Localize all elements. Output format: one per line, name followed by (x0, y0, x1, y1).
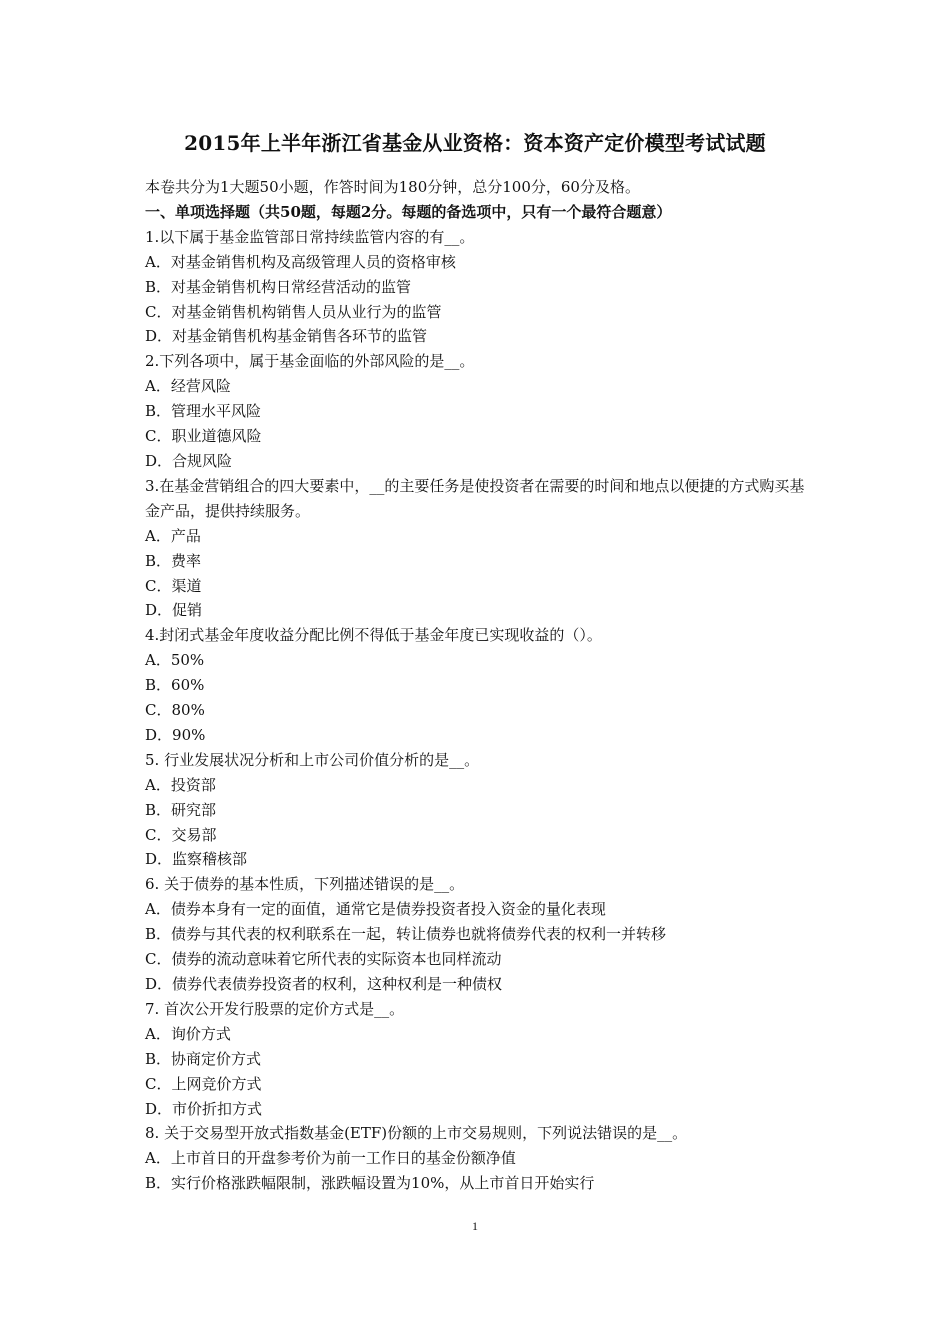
question-stem: 3.在基金营销组合的四大要素中，__的主要任务是使投资者在需要的时间和地点以便捷的方式购买基金产品，提供持续服务。 (145, 476, 805, 520)
question-option: D．监察稽核部 (145, 850, 248, 869)
question-stem: 1.以下属于基金监管部日常持续监管内容的有__。 (145, 227, 475, 246)
question-option: B．债券与其代表的权利联系在一起，转让债券也就将债券代表的权利一并转移 (145, 925, 667, 944)
question-option: B．协商定价方式 (145, 1049, 262, 1068)
page-number: 1 (472, 1219, 478, 1233)
question-option: D．市价折扣方式 (145, 1099, 263, 1118)
question-option: B．实行价格涨跌幅限制，涨跌幅设置为10%，从上市首日开始实行 (145, 1174, 595, 1193)
question-option: A．50% (145, 651, 205, 670)
question-option: B．管理水平风险 (145, 402, 262, 421)
question-option: A．对基金销售机构及高级管理人员的资格审核 (145, 252, 456, 271)
question-option: D．债券代表债券投资者的权利，这种权利是一种债权 (145, 975, 503, 993)
document-title: 2015年上半年浙江省基金从业资格：资本资产定价模型考试试题 (184, 131, 766, 155)
document-body (145, 175, 817, 1196)
section-heading: 一、单项选择题（共50题，每题2分。每题的备选项中，只有一个最符合题意） (145, 202, 672, 221)
question-option: C．对基金销售机构销售人员从业行为的监管 (145, 302, 442, 321)
question-option: C．债券的流动意味着它所代表的实际资本也同样流动 (145, 950, 502, 969)
question-option: D．90% (145, 725, 206, 744)
question-stem: 2.下列各项中，属于基金面临的外部风险的是__。 (145, 352, 475, 371)
question-stem: 4.封闭式基金年度收益分配比例不得低于基金年度已实现收益的（）。 (145, 626, 602, 645)
question-option: C．职业道德风险 (145, 427, 262, 446)
question-option: B．对基金销售机构日常经营活动的监管 (145, 277, 412, 296)
question-option: A．经营风险 (145, 377, 231, 396)
question-option: A．上市首日的开盘参考价为前一工作日的基金份额净值 (145, 1149, 516, 1168)
question-option: B．60% (145, 676, 205, 695)
question-option: D．合规风险 (145, 451, 233, 470)
question-option: C．80% (145, 701, 205, 720)
question-option: A．债券本身有一定的面值，通常它是债券投资者投入资金的量化表现 (145, 900, 606, 919)
question-option: B．费率 (145, 551, 202, 570)
question-stem: 7. 首次公开发行股票的定价方式是__。 (145, 999, 405, 1018)
exam-intro: 本卷共分为1大题50小题，作答时间为180分钟，总分100分，60分及格。 (145, 178, 640, 196)
question-option: B．研究部 (145, 800, 217, 819)
question-option: C．上网竞价方式 (145, 1074, 262, 1093)
question-option: C．交易部 (145, 825, 217, 844)
question-option: D．对基金销售机构基金销售各环节的监管 (145, 327, 428, 346)
question-option: C．渠道 (145, 576, 202, 595)
question-option: A．投资部 (145, 775, 216, 794)
question-stem: 8. 关于交易型开放式指数基金(ETF)份额的上市交易规则，下列说法错误的是__。 (145, 1124, 688, 1143)
question-option: A．询价方式 (145, 1024, 231, 1043)
question-stem: 6. 关于债券的基本性质，下列描述错误的是__。 (145, 875, 465, 894)
question-option: A．产品 (145, 526, 201, 545)
question-stem: 5. 行业发展状况分析和上市公司价值分析的是__。 (145, 750, 480, 769)
question-option: D．促销 (145, 601, 203, 620)
